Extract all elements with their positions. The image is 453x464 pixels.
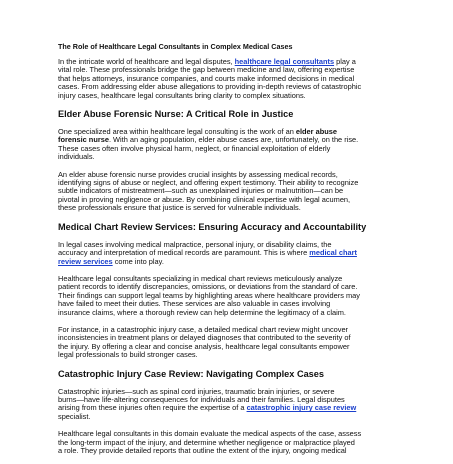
text-line: These cases often involve physical harm, neglect, or financial exploitation of elderly: [58, 143, 331, 153]
text-line: insurance claims, where a thorough review can help determine the legitimacy of a claim.: [58, 307, 346, 317]
catastrophic-injury-case-review-link[interactable]: catastrophic injury case review: [246, 403, 357, 413]
medical-chart-review-link[interactable]: medical chart: [309, 248, 357, 258]
text-line: pivotal in proving negligence or abuse. By combining clinical expertise with legal acumen,: [58, 194, 351, 204]
text-span: accuracy and interpretation of medical records are paramount. This is where: [58, 248, 310, 258]
intro-paragraph: [58, 58, 403, 100]
bold-text: elder abuse: [295, 127, 337, 137]
text-line: For instance, in a catastrophic injury case, a detailed medical chart review might uncover: [58, 324, 349, 334]
text-line: that helps attorneys, insurance companies, and courts make informed decisions in medical: [58, 73, 355, 83]
text-line: injury cases, healthcare legal consultants bring clarity to complex situations.: [58, 90, 306, 100]
text-line: inconsistencies in treatment plans or delayed diagnoses that contributed to the severity of: [58, 333, 351, 343]
text-span: come into play.: [112, 256, 164, 266]
text-line: a role. They provide detailed reports that outline the extent of the injury, ongoing medical: [58, 446, 347, 455]
text-line: legal professionals to build stronger cases.: [58, 350, 198, 360]
text-line: cases. From addressing elder abuse allegations to providing in-depth reviews of catastrophic: [58, 82, 362, 92]
text-line: [58, 404, 403, 412]
text-span: In the intricate world of healthcare and legal disputes,: [58, 57, 235, 66]
text-line: burns—have life-altering consequences for individuals and their families. Legal disputes: [58, 394, 345, 404]
text-line: identifying signs of abuse or neglect, and offering expert testimony. Their ability to recognize: [58, 178, 359, 188]
catastrophic-paragraph-2: [58, 430, 403, 455]
section-heading-elder-abuse: Elder Abuse Forensic Nurse: A Critical Role in Justice: [58, 109, 294, 120]
medical-chart-review-link[interactable]: review services: [58, 256, 113, 266]
bold-text: forensic nurse: [58, 135, 109, 145]
text-line: An elder abuse forensic nurse provides crucial insights by assessing medical records,: [58, 169, 338, 179]
catastrophic-paragraph-1: [58, 388, 403, 422]
text-line: these professionals ensure that justice is served for vulnerable individuals.: [58, 203, 301, 213]
section-heading-catastrophic-injury: Catastrophic Injury Case Review: Navigating Complex Cases: [58, 368, 325, 379]
text-line: subtle indicators of mistreatment—such as unexplained injuries or malnutrition—can be: [58, 186, 344, 196]
text-line: Their findings can support legal teams by highlighting areas where healthcare providers may: [58, 290, 360, 300]
text-line: Healthcare legal consultants in this domain evaluate the medical aspects of the case, assess: [58, 429, 362, 439]
text-span: play a: [334, 57, 356, 66]
elder-abuse-paragraph-1: [58, 128, 403, 162]
text-line: [58, 258, 403, 266]
text-span: . With an aging population, elder abuse cases are, unfortunately, on the rise.: [108, 135, 359, 145]
text-line: specialist.: [58, 411, 91, 421]
chart-review-paragraph-2: [58, 275, 403, 317]
chart-review-paragraph-1: [58, 241, 403, 266]
text-line: patient records to identify discrepancies, omissions, or deviations from the standard of care.: [58, 282, 358, 292]
chart-review-paragraph-3: [58, 326, 403, 360]
section-heading-chart-review: Medical Chart Review Services: Ensuring Accuracy and Accountability: [58, 221, 367, 232]
document-page: [58, 42, 403, 464]
text-line: the injury. By offering a clear and concise analysis, healthcare legal consultants empower: [58, 341, 350, 351]
healthcare-legal-consultants-link[interactable]: healthcare legal consultants: [234, 57, 335, 66]
text-span: One specialized area within healthcare legal consulting is the work of an: [58, 127, 296, 137]
text-line: the long-term impact of the injury, and determine whether negligence or malpractice played: [58, 437, 355, 447]
text-line: individuals.: [58, 152, 95, 162]
text-line: have failed to meet their duties. These services are also valuable in cases involving: [58, 299, 331, 309]
text-line: In legal cases involving medical malpractice, personal injury, or disability claims, the: [58, 239, 332, 249]
text-line: vital role. These professionals bridge the gap between medicine and law, offering expertise: [58, 65, 355, 75]
document-title: The Role of Healthcare Legal Consultants in Complex Medical Cases: [58, 42, 293, 51]
text-span: arising from these injuries often require the expertise of a: [58, 403, 247, 413]
text-line: Catastrophic injuries—such as spinal cord injuries, traumatic brain injuries, or severe: [58, 386, 335, 396]
text-line: Healthcare legal consultants specializing in medical chart reviews meticulously analyze: [58, 273, 343, 283]
elder-abuse-paragraph-2: [58, 171, 403, 213]
